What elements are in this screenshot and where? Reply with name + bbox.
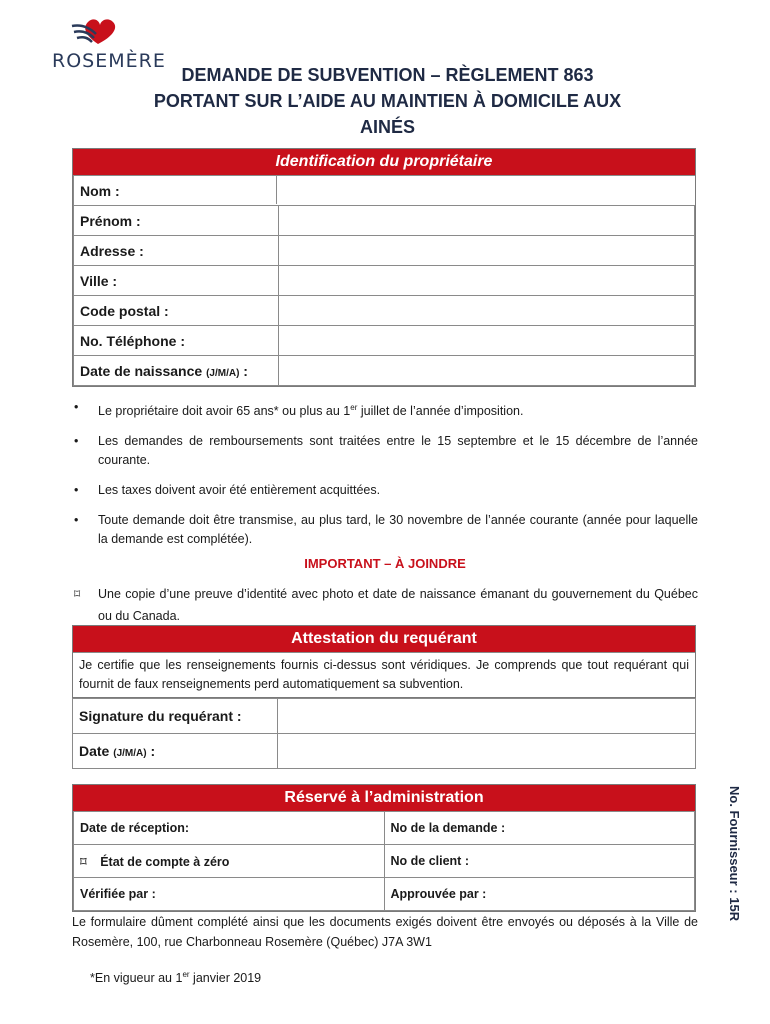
signature-label: Signature du requérant : bbox=[73, 699, 278, 734]
verified-by-field: Vérifiée par : bbox=[74, 878, 385, 911]
list-item bbox=[72, 432, 698, 470]
attestation-text: Je certifie que les renseignements fournis ci-dessus sont véridiques. Je comprends que tout requérant qui fournit de faux renseignements perd automatiquement sa subvention. bbox=[73, 652, 695, 697]
attachment-text: Une copie d’une preuve d’identité avec photo et date de naissance émanant du gouvernement du Québec ou du Canada. bbox=[98, 587, 698, 623]
date-input[interactable] bbox=[278, 734, 696, 769]
birth-date-input[interactable] bbox=[279, 356, 695, 386]
attachment-item bbox=[72, 583, 698, 627]
signature-table bbox=[72, 698, 696, 769]
superscript: er bbox=[350, 403, 358, 412]
request-number-field: No de la demande : bbox=[384, 812, 695, 845]
age-condition-text-end: juillet de l’année d’imposition. bbox=[357, 404, 524, 419]
note-text: *En vigueur au 1 bbox=[90, 971, 183, 986]
checkbox-icon[interactable]: ⌑ bbox=[74, 587, 81, 601]
city-input[interactable] bbox=[279, 266, 695, 296]
heart-bird-icon bbox=[68, 14, 124, 48]
table-row bbox=[73, 734, 696, 769]
date-label bbox=[73, 734, 278, 769]
effective-date-note bbox=[90, 970, 261, 985]
title-line-2: PORTANT SUR L’AIDE AU MAINTIEN À DOMICILE AUX bbox=[153, 91, 622, 111]
last-name-input[interactable] bbox=[276, 175, 696, 204]
table-row bbox=[74, 326, 695, 356]
birth-date-colon: : bbox=[243, 362, 248, 379]
zero-account-field bbox=[74, 845, 385, 878]
field-label: Prénom : bbox=[74, 206, 279, 236]
submission-instructions: Le formulaire dûment complété ainsi que les documents exigés doivent être envoyés ou déposés à la Ville de Rosemère, 100, rue Charbonneau Rosemère (Québec) J7A 3W1 bbox=[72, 915, 698, 949]
admin-table bbox=[73, 811, 695, 911]
admin-heading: Réservé à l’administration bbox=[73, 785, 695, 811]
checkbox-icon[interactable]: ⌑ bbox=[80, 854, 87, 869]
zero-account-label: État de compte à zéro bbox=[100, 854, 230, 869]
phone-input[interactable] bbox=[279, 326, 695, 356]
birth-date-format: (J/M/A) bbox=[206, 367, 240, 379]
table-row bbox=[74, 878, 695, 911]
approved-by-field: Approuvée par : bbox=[384, 878, 695, 911]
reception-date-field: Date de réception: bbox=[74, 812, 385, 845]
attestation-heading: Attestation du requérant bbox=[73, 626, 695, 652]
birth-date-text: Date de naissance bbox=[80, 362, 203, 379]
field-label: Code postal : bbox=[74, 296, 279, 326]
table-row bbox=[73, 699, 696, 734]
identification-table bbox=[73, 175, 695, 386]
first-name-input[interactable] bbox=[279, 206, 695, 236]
table-row bbox=[74, 206, 695, 236]
important-heading: IMPORTANT – À JOINDRE bbox=[304, 556, 466, 571]
bullet-icon: • bbox=[74, 434, 79, 449]
note-text-end: janvier 2019 bbox=[189, 971, 262, 986]
bullet-icon: • bbox=[74, 513, 79, 528]
title-line-3: AINÉS bbox=[359, 117, 415, 137]
field-label: Adresse : bbox=[74, 236, 279, 266]
bullet-icon: • bbox=[74, 400, 79, 414]
list-item bbox=[72, 398, 698, 421]
attestation-section bbox=[72, 625, 696, 698]
address-input[interactable] bbox=[279, 236, 695, 266]
age-condition-text: Le propriétaire doit avoir 65 ans* ou plus au 1 bbox=[98, 404, 351, 419]
table-row bbox=[74, 845, 695, 878]
list-item bbox=[72, 481, 698, 500]
taxes-text: Les taxes doivent avoir été entièrement acquittées. bbox=[98, 483, 381, 498]
field-label: Ville : bbox=[74, 266, 279, 296]
table-row bbox=[74, 356, 695, 386]
table-row bbox=[74, 812, 695, 845]
conditions-list bbox=[72, 398, 698, 560]
field-label: No. Téléphone : bbox=[74, 326, 279, 356]
reimbursement-text: Les demandes de remboursements sont traitées entre le 15 septembre et le 15 décembre de l’année courante. bbox=[98, 434, 698, 468]
deadline-text: Toute demande doit être transmise, au plus tard, le 30 novembre de l’année courante (année pour laquelle la demande est complétée). bbox=[98, 513, 698, 547]
date-colon: : bbox=[150, 743, 156, 759]
supplier-number: No. Fournisseur : 15R bbox=[727, 786, 742, 922]
list-item bbox=[72, 511, 698, 549]
date-format: (J/M/A) bbox=[113, 748, 147, 759]
signature-section bbox=[72, 698, 696, 769]
signature-input[interactable] bbox=[278, 699, 696, 734]
identification-heading: Identification du propriétaire bbox=[73, 149, 695, 175]
table-row bbox=[74, 296, 695, 326]
superscript: er bbox=[182, 970, 190, 979]
birth-date-label bbox=[74, 356, 279, 386]
table-row bbox=[74, 266, 695, 296]
table-row bbox=[74, 236, 695, 266]
field-label: Nom : bbox=[74, 176, 695, 206]
admin-section bbox=[72, 784, 696, 912]
client-number-field: No de client : bbox=[384, 845, 695, 878]
date-text: Date bbox=[79, 743, 110, 759]
bullet-icon: • bbox=[74, 483, 79, 498]
title-line-1: DEMANDE DE SUBVENTION – RÈGLEMENT 863 bbox=[181, 65, 594, 85]
logo-wordmark: ROSEMÈRE bbox=[52, 50, 166, 72]
postal-code-input[interactable] bbox=[279, 296, 695, 326]
page-title bbox=[120, 62, 655, 140]
